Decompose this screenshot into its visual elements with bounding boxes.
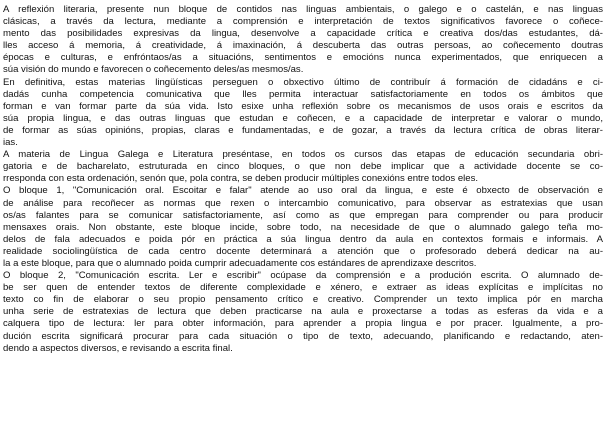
text-line: delos de fala adecuados e poida pór en práctica a súa lingua dentro da aula en contextos formais e informais. A [3,233,603,245]
text-line: súa visión do mundo e favorecen o coñecemento deles/as mesmos/as. [3,64,304,76]
text-line: gatoria e de bacharelato, estruturada en cinco bloques, o que non debe implicar que a actividade docente se co- [3,161,603,173]
paragraph-subject-structure [3,149,603,185]
paragraph-block-2-written-communication [3,270,603,355]
text-line: lles acceso á memoria, á creatividade, á imaxinación, á descuberta das outras persoas, ao coñecemento doutras [3,40,603,52]
document-body [3,4,603,355]
text-line: mento das posibilidades expresivas da lingua, desenvolve a capacidade crítica e creativa dos/das estudantes, dá- [3,28,603,40]
text-line: os/as falantes para se comunicar satisfactoriamente, así como as que empregan para comprender ou para producir [3,209,603,221]
text-line: be ser quen de entender textos de diferente complexidade e xénero, e extraer as ideas explícitas e implícitas no [3,282,603,294]
text-line: realidade sociolingüística de cada centro docente determinará a atención que o profesorado deberá dedicar na au- [3,245,603,257]
text-line: A reflexión literaria, presente nun bloque de contidos nas linguas ambientais, o galego e o castelán, e nas linguas [3,4,603,15]
paragraph-literary-reflection [3,4,603,77]
text-line: rresponda con esta ordenación, senón que, pola contra, se deben producir múltiples conexións entre todos eles. [3,173,478,185]
text-line: la a este bloque, para que o alumnado poida cumprir adecuadamente cos estándares de aprendizaxe descritos. [3,257,477,269]
text-line: texto co fin de elaborar o seu propio pensamento crítico e creativo. Comprender un texto implica pór en marcha [3,294,603,306]
paragraph-linguistic-subjects [3,77,603,150]
paragraph-block-1-oral-communication [3,185,603,270]
text-line: O bloque 2, "Comunicación escrita. Ler e escribir" ocúpase da comprensión e a produción escrita. O alumnado de- [3,270,603,282]
text-line: forman e van formar parte da súa vida. Isto esixe unha reflexión sobre os mecanismos de usos orais e escritos da [3,100,603,112]
text-line: A materia de Lingua Galega e Literatura preséntase, en todos os cursos das etapas de educación secundaria obri- [3,149,603,161]
text-line: unha serie de estratexias de lectura que deben practicarse na aula e proxectarse a todas as esferas da vida e a [3,306,603,318]
text-line: O bloque 1, "Comunicación oral. Escoitar e falar" atende ao uso oral da lingua, e este é obxecto de observación e [3,185,603,197]
text-line: ias. [3,137,18,149]
text-line: En definitiva, estas materias lingüísticas perseguen o obxectivo último de contribuír á formación de cidadáns e ci- [3,76,603,88]
text-line: calquera tipo de lectura: ler para obter información, para aprender a propia lingua e por pracer. Igualmente, a pro- [3,318,603,330]
text-line: súa propia lingua, e das outras linguas que estudan e coñecen, e a capacidade de interpretar e valorar o mundo, [3,112,603,124]
text-line: dución escrita significará procurar para cada situación o tipo de texto, adecuando, planificando e redactando, aten- [3,330,603,342]
text-line: de análise para recoñecer as normas que rexen o intercambio comunicativo, para observar as estratexias que usan [3,197,603,209]
text-line: clásicas, a través da lectura, mediante a comprensión e interpretación de textos significativos favorece o coñece- [3,16,603,28]
text-line: épocas e culturas, e enfróntaos/as a situacións, sentimentos e emocións nunca experimentados, que enriquecen a [3,52,603,64]
text-line: de formar as súas opinións, propias, claras e fundamentadas, e de gozar, a través da lectura crítica de obras literar- [3,124,603,136]
text-line: mensaxes orais. Non obstante, este bloque incide, sobre todo, na necesidade de que o alumnado galego teña mo- [3,221,603,233]
text-line: dadás cunha competencia comunicativa que lles permita interactuar satisfactoriamente en todos os ámbitos que [3,88,603,100]
text-line: dendo a aspectos diversos, e revisando a escrita final. [3,342,233,354]
